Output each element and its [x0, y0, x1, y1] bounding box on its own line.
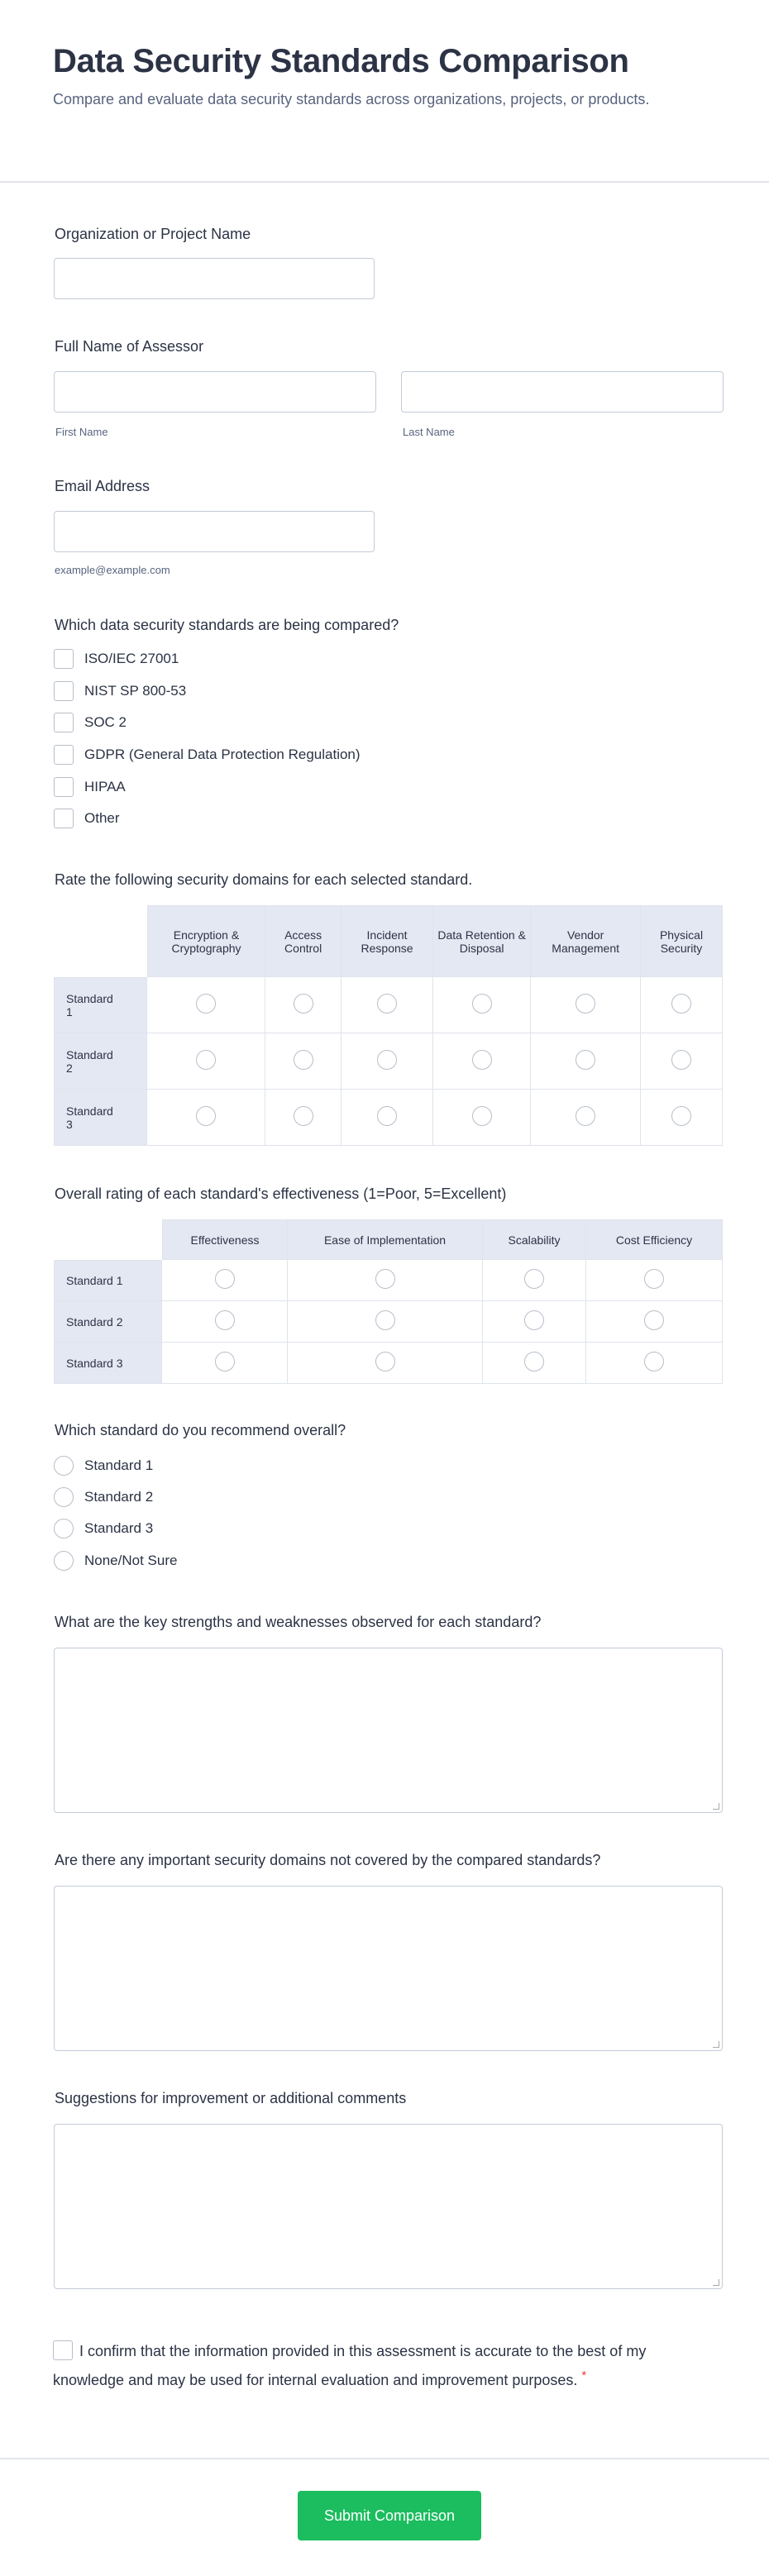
recommend-option[interactable] — [54, 1455, 153, 1476]
missing-domains-textarea[interactable] — [54, 1886, 723, 2051]
radio[interactable] — [215, 1310, 235, 1330]
radio[interactable] — [375, 1310, 395, 1330]
row-header: Standard 3 — [54, 1090, 147, 1146]
column-header: Encryption & Cryptography — [147, 905, 265, 977]
overall-matrix-label: Overall rating of each standard's effectiveness (1=Poor, 5=Excellent) — [55, 1185, 507, 1202]
option-label: GDPR (General Data Protection Regulation) — [84, 747, 361, 762]
suggestions-textarea[interactable] — [54, 2124, 723, 2289]
column-header: Cost Efficiency — [586, 1219, 723, 1260]
radio[interactable] — [215, 1269, 235, 1289]
resize-handle[interactable] — [713, 2279, 719, 2286]
footer-divider — [0, 2458, 769, 2459]
standard-option[interactable] — [54, 808, 120, 829]
matrix-row — [54, 1033, 723, 1090]
option-label: HIPAA — [84, 779, 126, 794]
page-subtitle: Compare and evaluate data security standards across organizations, projects, or products. — [53, 91, 650, 107]
last-name-input[interactable] — [401, 371, 724, 413]
option-label: Standard 2 — [84, 1489, 154, 1505]
email-input[interactable] — [54, 511, 375, 552]
matrix-row — [54, 1343, 723, 1384]
radio[interactable] — [377, 994, 397, 1014]
matrix-row — [54, 1301, 723, 1343]
assessor-label: Full Name of Assessor — [55, 338, 204, 355]
standard-option[interactable] — [54, 648, 179, 670]
recommend-option[interactable] — [54, 1518, 153, 1539]
radio[interactable] — [472, 1106, 492, 1126]
radio[interactable] — [377, 1106, 397, 1126]
recommend-option[interactable] — [54, 1550, 177, 1572]
radio[interactable] — [54, 1456, 74, 1476]
matrix-row — [54, 1090, 723, 1146]
org-input[interactable] — [54, 258, 375, 299]
row-header: Standard 1 — [54, 1260, 162, 1301]
radio[interactable] — [196, 1050, 216, 1070]
radio[interactable] — [54, 1487, 74, 1507]
standard-option[interactable] — [54, 744, 361, 766]
column-header: Physical Security — [641, 905, 723, 977]
row-header: Standard 1 — [54, 977, 147, 1033]
radio[interactable] — [671, 994, 691, 1014]
strengths-textarea[interactable] — [54, 1648, 723, 1813]
radio[interactable] — [54, 1519, 74, 1538]
last-name-sublabel: Last Name — [403, 426, 455, 438]
confirm-field — [53, 2340, 648, 2392]
radio[interactable] — [576, 1050, 595, 1070]
column-header: Incident Response — [342, 905, 433, 977]
recommend-option[interactable] — [54, 1486, 153, 1508]
checkbox[interactable] — [54, 649, 74, 669]
radio[interactable] — [644, 1310, 664, 1330]
option-label: NIST SP 800-53 — [84, 683, 187, 699]
radio[interactable] — [294, 1106, 313, 1126]
radio[interactable] — [524, 1310, 544, 1330]
option-label: None/Not Sure — [84, 1553, 178, 1568]
page-title: Data Security Standards Comparison — [53, 43, 629, 79]
row-header: Standard 2 — [54, 1033, 147, 1090]
standard-option[interactable] — [54, 712, 127, 733]
row-header: Standard 3 — [54, 1343, 162, 1384]
radio[interactable] — [472, 994, 492, 1014]
radio[interactable] — [294, 994, 313, 1014]
radio[interactable] — [294, 1050, 313, 1070]
radio[interactable] — [576, 994, 595, 1014]
radio[interactable] — [524, 1269, 544, 1289]
strengths-label: What are the key strengths and weaknesses observed for each standard? — [55, 1614, 542, 1630]
radio[interactable] — [576, 1106, 595, 1126]
email-sublabel: example@example.com — [55, 564, 170, 576]
standard-option[interactable] — [54, 776, 126, 798]
column-header: Vendor Management — [531, 905, 641, 977]
recommend-label: Which standard do you recommend overall? — [55, 1422, 346, 1438]
radio[interactable] — [196, 994, 216, 1014]
first-name-sublabel: First Name — [55, 426, 108, 438]
matrix-row — [54, 1260, 723, 1301]
radio[interactable] — [644, 1352, 664, 1371]
column-header: Effectiveness — [162, 1219, 288, 1260]
column-header: Access Control — [265, 905, 342, 977]
column-header: Data Retention & Disposal — [433, 905, 531, 977]
checkbox[interactable] — [54, 777, 74, 797]
column-header: Ease of Implementation — [288, 1219, 483, 1260]
radio[interactable] — [375, 1352, 395, 1371]
option-label: Standard 3 — [84, 1520, 154, 1536]
option-label: SOC 2 — [84, 714, 127, 730]
matrix-row — [54, 977, 723, 1033]
checkbox[interactable] — [54, 745, 74, 765]
org-label: Organization or Project Name — [55, 226, 251, 242]
matrix-corner — [54, 905, 147, 977]
radio[interactable] — [671, 1050, 691, 1070]
radio[interactable] — [375, 1269, 395, 1289]
option-label: ISO/IEC 27001 — [84, 651, 179, 666]
standard-option[interactable] — [54, 680, 186, 702]
resize-handle[interactable] — [713, 1803, 719, 1810]
checkbox[interactable] — [54, 809, 74, 828]
first-name-input[interactable] — [54, 371, 376, 413]
missing-domains-label: Are there any important security domains not covered by the compared standards? — [55, 1852, 601, 1868]
domains-matrix-label: Rate the following security domains for each selected standard. — [55, 871, 473, 888]
radio[interactable] — [196, 1106, 216, 1126]
radio[interactable] — [472, 1050, 492, 1070]
header-divider — [0, 181, 769, 183]
matrix-corner — [54, 1219, 162, 1260]
radio[interactable] — [54, 1551, 74, 1571]
option-label: Other — [84, 810, 120, 826]
domains-matrix — [54, 905, 723, 1146]
suggestions-label: Suggestions for improvement or additional comments — [55, 2090, 407, 2106]
standards-label: Which data security standards are being compared? — [55, 617, 399, 633]
submit-button[interactable]: Submit Comparison — [298, 2491, 481, 2540]
confirm-checkbox[interactable] — [53, 2340, 73, 2360]
column-header: Scalability — [483, 1219, 586, 1260]
radio[interactable] — [644, 1269, 664, 1289]
email-label: Email Address — [55, 478, 150, 494]
row-header: Standard 2 — [54, 1301, 162, 1343]
resize-handle[interactable] — [713, 2041, 719, 2048]
radio[interactable] — [671, 1106, 691, 1126]
radio[interactable] — [524, 1352, 544, 1371]
checkbox[interactable] — [54, 713, 74, 732]
required-mark: * — [581, 2368, 587, 2383]
radio[interactable] — [215, 1352, 235, 1371]
checkbox[interactable] — [54, 681, 74, 701]
radio[interactable] — [377, 1050, 397, 1070]
option-label: Standard 1 — [84, 1457, 154, 1473]
confirm-text: I confirm that the information provided in this assessment is accurate to the best of my knowledge and may be used for internal evaluation and improvement purposes. — [53, 2343, 647, 2388]
overall-matrix — [54, 1219, 723, 1384]
